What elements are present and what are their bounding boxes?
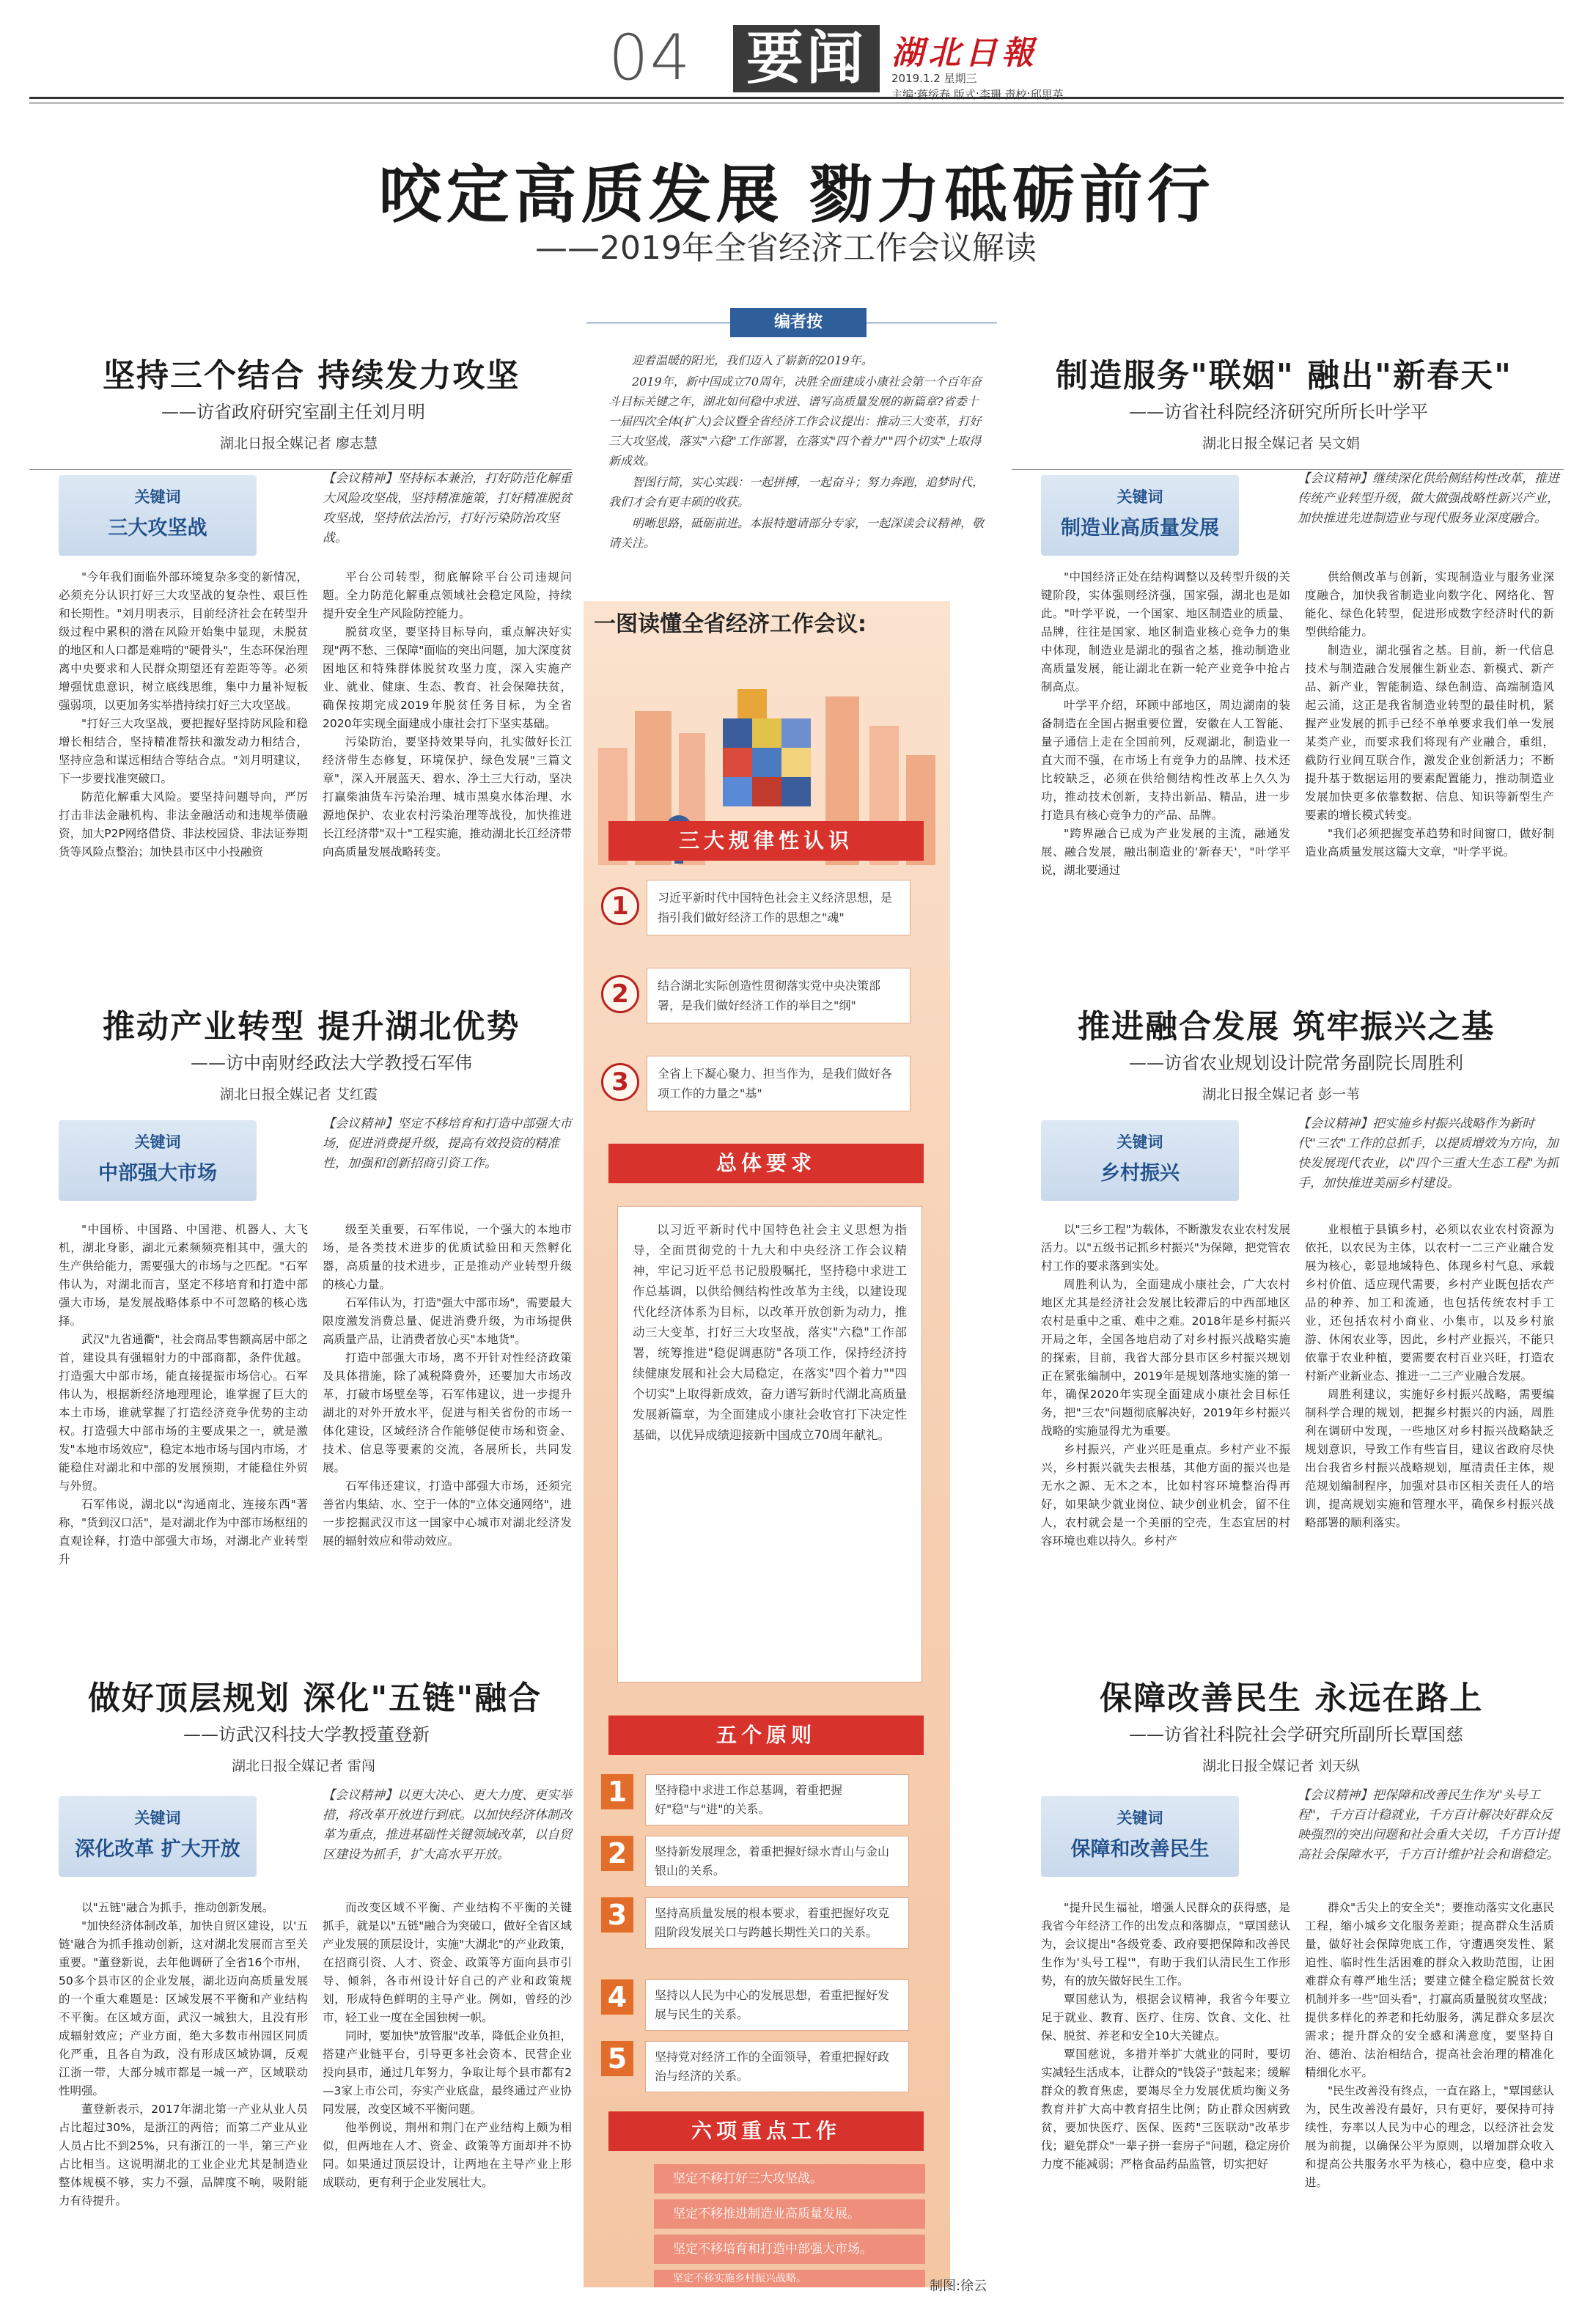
keyword-label: 关键词 — [1116, 1809, 1163, 1827]
article-column — [1041, 568, 1290, 968]
article-column — [59, 1221, 308, 1624]
article-para: 覃国慈认为，根据会议精神，我省今年要立足于就业、教育、医疗、住房、饮食、文化、社保、脱贫、养老和安全10大关键点。 — [1041, 1993, 1290, 2042]
work-item: 坚定不移实施乡村振兴战略。 — [654, 2270, 925, 2287]
infographic-heading: 一图读懂全省经济工作会议: — [594, 611, 867, 637]
page-number: 04 — [608, 21, 692, 95]
article-para: 打造中部强大市场，离不开针对性经济政策及具体措施，除了减税降费外，还要加大市场改革，打破市场壁垒等，石军伟建议，进一步提升湖北的对外开放水平，促进与相关省份的市场一体化建设，区域经济合作能够促使市场和资金、技术、信息等要素的交流，各展所长，共同发展。 — [323, 1351, 572, 1474]
article-column — [1305, 1899, 1554, 2295]
article-para: "中国经济正处在结构调整以及转型升级的关键阶段，实体强则经济强，国家强，湖北也是如此。"叶学平说，一个国家、地区制造业的质量、品牌，往往是国家、地区制造业核心竞争力的集中体现，制造业是湖北的强省之基，推动制造业高质量发展，能让湖北在新一轮产业竞争中抢占制高点。 — [1041, 570, 1290, 694]
meeting-spirit: 【会议精神】继续深化供给侧结构性改革，推进传统产业转型升级，做大做强战略性新兴产业，加快推进先进制造业与现代服务业深度融合。 — [1298, 471, 1559, 526]
editor-note-para: 迎着温暖的阳光，我们迈入了崭新的2019年。 — [632, 353, 873, 367]
keyword-label: 关键词 — [134, 488, 181, 506]
keyword-label: 关键词 — [1116, 488, 1163, 506]
meeting-spirit: 【会议精神】以更大决心、更大力度、更实举措，将改革开放进行到底。以加快经济体制改革为重点，推进基础性关键领域改革，以自贸区建设为抓手，扩大高水平开放。 — [323, 1788, 572, 1862]
newspaper-logo: 湖北日報 — [891, 34, 1038, 72]
editor-note — [608, 350, 990, 554]
principle-number-1: 1 — [601, 1774, 633, 1809]
article-para: 覃国慈说，多措并举扩大就业的同时，要切实减轻生活成本，让群众的"钱袋子"鼓起来；缓解群众的教育焦虑，要竭尽全力发展优质均衡义务教育并扩大高中教育招生比例；防止群众因病致贫，要加快医疗、医保、医药"三医联动"改革步伐；避免群众"一辈子拼一套房子"问题，稳定房价力度不能减弱；严格食品药品监管，切实把好 — [1041, 2048, 1290, 2171]
article-para: 周胜利建议，实施好乡村振兴战略，需要编制科学合理的规划，把握乡村振兴的内涵，周胜利在调研中发现，一些地区对乡村振兴战略缺乏规划意识，导致工作有些盲目，建议省政府尽快出台我省乡村振兴战略规划，厘清责任主体，规范规划编制程序，加强对县市区相关责任人的培训，提高规划实施和管理水平，确保乡村振兴战略部署的顺利落实。 — [1305, 1388, 1554, 1529]
editor-note-para: 2019年，新中国成立70周年，决胜全面建成小康社会第一个百年奋斗目标关键之年，湖北如何稳中求进、谱写高质量发展的新篇章?省委十一届四次全体(扩大)会议暨全省经济工作会议提出：推动三大变革，打好三大攻坚战，落实"六稳"工作部署，在落实"四个着力""四个切实"上取得新成效。 — [608, 375, 982, 468]
article-para: "打好三大攻坚战，要把握好坚持防风险和稳增长相结合，坚持精准帮扶和激发动力相结合，坚持应急和谋远相结合等结合点。"刘月明建议，下一步要找准突破口。 — [59, 717, 308, 785]
overall-requirements: 以习近平新时代中国特色社会主义思想为指导，全面贯彻党的十九大和中央经济工作会议精神，牢记习近平总书记殷殷嘱托，坚持稳中求进工作总基调，以供给侧结构性改革为主线，以建设现代化经济体系为目标，以改革开放创新为动力，推动三大变革，打好三大攻坚战，落实"六稳"工作部署，统筹推进"稳促调惠防"各项工作，保持经济持续健康发展和社会大局稳定，在落实"四个着力""四个切实"上取得新成效，奋力谱写新时代湖北高质量发展新篇章，为全面建成小康社会收官打下决定性基础，以优异成绩迎接新中国成立70周年献礼。 — [617, 1206, 922, 1683]
article-title: 推进融合发展 筑牢振兴之基 — [1078, 1008, 1495, 1045]
keyword-box — [59, 1120, 257, 1201]
article-column — [323, 1221, 572, 1624]
meeting-spirit: 【会议精神】把实施乡村振兴战略作为新时代"三农"工作的总抓手，以提质增效为方向，加快发展现代农业，以"四个三重大生态工程"为抓手，加快推进美丽乡村建设。 — [1298, 1117, 1559, 1191]
law-item: 全省上下凝心聚力、担当作为，是我们做好各项工作的力量之"基" — [647, 1056, 910, 1111]
article-reporter: 湖北日报全媒记者 彭一苇 — [1202, 1086, 1361, 1103]
article-column — [323, 568, 572, 968]
article-para: "加快经济体制改革，加快自贸区建设，以'五链'融合为抓手推动创新，这对湖北发展而言至关重要。"董登新说，去年他调研了全省16个市州，50多个县市区的企业发展，湖北迈向高质量发展的一个重大难题是：区域发展不平衡和产业结构不平衡。在区域方面，武汉一城独大，且没有形成辐射效应；产业方面，绝大多数市州园区同质化严重，且各自为政，没有形成区域协调，反观江浙一带，大部分城市都是一城一产，区域联动性明强。 — [59, 1919, 308, 2097]
keyword-text: 乡村振兴 — [1100, 1162, 1180, 1185]
keyword-text: 三大攻坚战 — [108, 517, 207, 540]
principle-item: 坚持稳中求进工作总基调，着重把握好"稳"与"进"的关系。 — [645, 1774, 909, 1825]
article-para: 董登新表示，2017年湖北第一产业从业人员占比超过30%，是浙江的两倍；而第二产业从业人员占比不到25%，只有浙江的一半，第三产业占比相当。这说明湖北的工业企业尤其是制造业整体规模不够，实力不强，品牌度不响，吸附能力有待提升。 — [59, 2103, 308, 2207]
article-para: 业根植于县镇乡村，必须以农业农村资源为依托，以农民为主体，以农村一二三产业融合发展为核心，彰显地域特色、体现乡村气息、承载乡村价值、适应现代需要，乡村产业既包括农产品的种养、加工和流通，也包括传统农村手工业，还包括农村小商业、小集市，以及乡村旅游、休闲农业等，因此，乡村产业振兴，不能只依靠于农业种植，要需要农村百业兴旺，打造农村新产业新业态、推进一二三产业融合发展。 — [1305, 1223, 1554, 1383]
keyword-text: 深化改革 扩大开放 — [75, 1838, 240, 1861]
article-subtitle: ——访武汉科技大学教授董登新 — [183, 1724, 430, 1745]
article-para: 防范化解重大风险。要坚持问题导向，严厉打击非法金融机构、非法金融活动和违规举债融资，加大P2P网络借贷、非法校园贷、非法证券期货等风险点整治；加快县市区中小投融资 — [59, 790, 308, 858]
page-subtitle: ——2019年全省经济工作会议解读 — [535, 229, 1037, 267]
keyword-text: 制造业高质量发展 — [1061, 517, 1219, 540]
principle-item: 坚持高质量发展的根本要求，着重把握好攻克阻阶段发展关口与跨越长期性关口的关系。 — [645, 1897, 909, 1949]
article-subtitle: ——访中南财经政法大学教授石军伟 — [191, 1053, 472, 1073]
works-ribbon: 六项重点工作 — [608, 2111, 924, 2151]
keyword-label: 关键词 — [134, 1809, 181, 1827]
law-item: 结合湖北实际创造性贯彻落实党中央决策部署，是我们做好经济工作的举目之"纲" — [647, 968, 910, 1023]
article-title: 做好顶层规划 深化"五链"融合 — [88, 1680, 542, 1717]
keyword-box — [1041, 1120, 1239, 1201]
article-column — [1041, 1221, 1290, 1624]
law-number-3: 3 — [601, 1063, 639, 1101]
article-column — [1305, 568, 1554, 968]
article-reporter: 湖北日报全媒记者 廖志慧 — [220, 435, 378, 452]
law-number-2: 2 — [601, 975, 639, 1013]
article-subtitle: ——访省社科院经济研究所所长叶学平 — [1129, 402, 1428, 422]
top-rule — [29, 97, 1564, 99]
article-para: 石军伟还建议，打造中部强大市场，还须完善省内集結、水、空于一体的"立体交通网络"，进一步挖掘武汉市这一国家中心城市对湖北经济发展的辐射效应和带动效应。 — [323, 1479, 572, 1548]
article-para: "中国桥、中国路、中国港、机器人、大飞机，湖北身影，湖北元素频频亮相其中，强大的生产供给能力，需要强大的市场与之匹配。"石军伟认为，对湖北而言，坚定不移培育和打造中部强大市场，是发展战略体系中不可忽略的核心选择。 — [59, 1223, 308, 1328]
article-para: 乡村振兴，产业兴旺是重点。乡村产业不振兴，乡村振兴就失去根基，其他方面的振兴也是无水之源、无木之本，比如村容环境整治得再好，如果缺少就业岗位、缺少创业机会，留不住人，农村就会是一个美丽的空壳，生态宜居的村容环境也难以持久。乡村产 — [1041, 1443, 1290, 1548]
editor-note-para: 明晰思路，砥砺前进。本报特邀请部分专家，一起深读会议精神，敬请关注。 — [608, 516, 985, 550]
article-para: 脱贫攻坚，要坚持目标导向，重点解决好实现"两不愁、三保障"面临的突出问题，加大深度贫困地区和特殊群体脱贫攻坚力度，深入实施产业、就业、健康、生态、教育、社会保障扶贫，确保按期完成2019年脱贫任务目标，为全省2020年实现全面建成小康社会打下坚实基础。 — [323, 625, 572, 730]
article-subtitle: ——访省社科院社会学研究所副所长覃国慈 — [1129, 1724, 1463, 1745]
article-para: 周胜利认为，全面建成小康社会，广大农村地区尤其是经济社会发展比较滞后的中西部地区农村是重中之重、难中之难。2018年是乡村振兴开局之年，全国各地启动了对乡村振兴战略实施的探索，目前，我省大部分县市区乡村振兴规划正在紧张编制中，2019年是规划落地实施的第一年，确保2020年实现全面建成小康社会目标任务，把"三农"问题彻底解决好，2019年乡村振兴战略的实施显得尤为重要。 — [1041, 1278, 1290, 1438]
laws-ribbon: 三大规律性认识 — [608, 821, 924, 861]
graphic-credit: 制图:徐云 — [930, 2279, 987, 2294]
article-title: 坚持三个结合 持续发力攻坚 — [103, 357, 520, 394]
article-reporter: 湖北日报全媒记者 艾红霞 — [220, 1086, 378, 1103]
editor-credits: 主编:蒋绥春 版式:李珊 责校:邱思英 — [891, 88, 1064, 101]
article-para: 制造业，湖北强省之基。目前，新一代信息技术与制造融合发展催生新业态、新模式、新产品、新产业，智能制造、绿色制造、高端制造风起云涌，这正是我省制造业转型的最佳时机，紧握产业发展的抓手已经不单单要求我们单一发展某类产业，而要求我们将现有产业融合，重组，截防行业间互联合作，激发企业创新活力；不断提升基于数据运用的要素配置能力，推动制造业发展加快更多依靠数据、信息、知识等新型生产要素的增长模式转变。 — [1305, 644, 1554, 822]
article-para: "跨界融合已成为产业发展的主流，融通发展、融合发展，融出制造业的'新春天'，"叶学平说，湖北要通过 — [1041, 827, 1290, 877]
law-number-1: 1 — [601, 887, 639, 925]
law-item: 习近平新时代中国特色社会主义经济思想，是指引我们做好经济工作的思想之"魂" — [647, 880, 910, 935]
article-para: "今年我们面临外部环境复杂多变的新情况，必须充分认识打好三大攻坚战的复杂性、艰巨性和长期性。"刘月明表示，目前经济社会在转型升级过程中累积的潜在风险开始集中显现，未脱贫的地区和人口都是难啃的"硬骨头"，生态环保治理离中央要求和人民群众期望还有差距等等。必须增强忧患意识，树立底线思维，集中力量补短板强弱项，以更加务实举措持续打好三大攻坚战。 — [59, 570, 308, 712]
article-para: 武汉"九省通衢"，社会商品零售额高居中部之首，建设具有强辐射力的中部商都，条件优越。打造强大中部市场，能直接提振市场信心。石军伟认为，根据新经济地理理论，谁掌握了巨大的本土市场，谁就掌握了打造经济竞争优势的主动权。打造强大中部市场的主要成果之一，就是激发"本地市场效应"，稳定本地市场与国内市场，才能稳住对湖北和中部的发展预期，才能稳住外贸与外贸。 — [59, 1333, 308, 1493]
editor-note-tag: 编者按 — [730, 308, 867, 337]
principle-item: 坚持党对经济工作的全面领导，着重把握好政治与经济的关系。 — [645, 2041, 909, 2092]
keyword-label: 关键词 — [134, 1133, 181, 1151]
principle-number-2: 2 — [601, 1836, 633, 1871]
keyword-box — [1041, 475, 1239, 556]
article-column — [1041, 1899, 1290, 2295]
article-para: "提升民生福祉，增强人民群众的获得感，是我省今年经济工作的出发点和落脚点，"覃国慈认为，会议提出"各级党委、政府要把保障和改善民生作为'头号工程'"，有助于我们认清民生工作形势，有的放矢做好民生工作。 — [1041, 1901, 1290, 1987]
principles-ribbon: 五个原则 — [608, 1716, 924, 1755]
article-column — [323, 1899, 572, 2295]
principle-number-3: 3 — [601, 1897, 633, 1933]
principle-number-5: 5 — [601, 2041, 633, 2076]
keyword-text: 保障和改善民生 — [1070, 1838, 1210, 1861]
article-para: 级至关重要，石军伟说，一个强大的本地市场，是各类技术进步的优质试验田和天然孵化器，高质量的技术进步，正是推动产业转型升级的核心力量。 — [323, 1223, 572, 1291]
article-para: 叶学平介绍，环顾中部地区，周边湖南的装备制造在全国占据重要位置，安徽在人工智能、量子通信上走在全国前列，反观湖北，制造业一直大而不强，在市场上有竞争力的品牌、技术还比较缺乏，必须在供给侧结构性改革上久久为功，推动技术创新，支持出新品、精品，进一步打造具有核心竞争力的产品、品牌。 — [1041, 699, 1290, 822]
article-para: 平台公司转型，彻底解除平台公司违规问题。全力防范化解重点领域社会稳定风险，持续提升安全生产风险防控能力。 — [323, 570, 572, 620]
article-para: "民生改善没有终点，一直在路上，"覃国慈认为，民生改善没有最好，只有更好，要保持可持续性，夯率以人民为中心的理念，以经济社会发展为前提，以确保公平为原则，以增加群众收入和提高公共服务水平为核心，稳中应变，稳中求进。 — [1305, 2084, 1554, 2189]
principle-item: 坚持新发展理念，着重把握好绿水青山与金山银山的关系。 — [645, 1836, 909, 1887]
meeting-spirit: 【会议精神】坚持标本兼治，打好防范化解重大风险攻坚战，坚持精准施策，打好精准脱贫攻坚战，坚持依法治污，打好污染防治攻坚战。 — [323, 471, 572, 545]
article-subtitle: ——访省政府研究室副主任刘月明 — [161, 402, 425, 422]
article-reporter: 湖北日报全媒记者 刘天纵 — [1202, 1758, 1361, 1774]
article-column — [59, 1899, 308, 2295]
article-column — [1305, 1221, 1554, 1624]
article-para: 以"五链"融合为抓手，推动创新发展。 — [81, 1901, 274, 1914]
article-para: 他举例说，荆州和荆门在产业结构上颇为相似，但两地在人才、资金、政策等方面却并不协同。如果通过顶层设计，让两地在主导产业上形成联动，更有利于企业发展壮大。 — [323, 2121, 572, 2189]
article-reporter: 湖北日报全媒记者 吴文娟 — [1202, 435, 1361, 452]
work-item: 坚定不移打好三大攻坚战。 — [654, 2164, 925, 2194]
keyword-text: 中部强大市场 — [98, 1162, 217, 1185]
meeting-spirit: 【会议精神】坚定不移培育和打造中部强大市场，促进消费提升级，提高有效投资的精准性，加强和创新招商引资工作。 — [323, 1117, 572, 1171]
keyword-label: 关键词 — [1116, 1133, 1163, 1151]
principle-number-4: 4 — [601, 1979, 633, 2015]
article-para: "我们必须把握变革趋势和时间窗口，做好制造业高质量发展这篇大文章，"叶学平说。 — [1305, 827, 1554, 858]
requirements-ribbon: 总体要求 — [608, 1144, 924, 1183]
page-title: 咬定高质发展 勠力砥砺前行 — [378, 158, 1215, 232]
article-para: 石军伟说，湖北以"沟通南北、连接东西"著称，"货到汉口活"，是对湖北作为中部市场枢纽的直观诠释，打造中部强大市场，对湖北产业转型升 — [59, 1498, 308, 1566]
meeting-spirit: 【会议精神】把保障和改善民生作为"头号工程"，千方百计稳就业，千方百计解决好群众反映强烈的突出问题和社会重大关切，千方百计提高社会保障水平，千方百计维护社会和谐稳定。 — [1298, 1788, 1559, 1862]
work-item: 坚定不移推进制造业高质量发展。 — [654, 2199, 925, 2229]
principle-item: 坚持以人民为中心的发展思想，着重把握好发展与民生的关系。 — [645, 1979, 909, 2031]
article-subtitle: ——访省农业规划设计院常务副院长周胜利 — [1129, 1053, 1463, 1073]
article-column — [59, 568, 308, 968]
article-para: 污染防治，要坚持效果导向，扎实做好长江经济带生态修复，环境保护、绿色发展"三篇文章"，深入开展蓝天、碧水、净土三大行动，坚决打赢柴油货车污染治理、城市黑臭水体治理、水源地保护、农业农村污染治理等战役，加快推进长江经济带"双十"工程实施，推动湖北长江经济带向高质量发展战略转变。 — [323, 735, 572, 858]
issue-date: 2019.1.2 星期三 — [891, 72, 977, 85]
article-para: 以"三乡工程"为载体，不断激发农业农村发展活力。以"五级书记抓乡村振兴"为保障，把党管农村工作的要求落到实处。 — [1041, 1223, 1290, 1273]
article-title: 保障改善民生 永远在路上 — [1100, 1680, 1484, 1717]
keyword-box — [1041, 1796, 1239, 1877]
article-para: 群众"舌尖上的安全关"；要推动落实文化惠民工程，缩小城乡文化服务差距；提高群众生活质量，做好社会保障兜底工作，守遭遇突发性、紧迫性、临时性生活困难的群众入救助范围，让困难群众有尊严地生活；要建立健全稳定脱贫长效机制并多一些"回头看"，打赢高质量脱贫攻坚战；提供多样化的养老和托幼服务，满足群众多层次需求；提升群众的安全感和满意度，要坚持自治、德治、法治相结合，提高社会治理的精准化精细化水平。 — [1305, 1901, 1554, 2079]
section-label: 要闻 — [733, 25, 880, 92]
article-para: 供给侧改革与创新，实现制造业与服务业深度融合，加快我省制造业向数字化、网络化、智能化、绿色化转型，促进形成数字经济时代的新型供给能力。 — [1305, 570, 1554, 639]
work-item: 坚定不移培育和打造中部强大市场。 — [654, 2235, 925, 2264]
article-para: 同时，要加快"放管服"改革，降低企业负担，搭建产业链平台，引导更多社会资本、民营企业投向县市，通过几年努力，争取让每个县市都有2—3家上市公司，夯实产业底盘，最终通过产业协同发展，改变区域不平衡问题。 — [323, 2029, 572, 2116]
article-para: 石军伟认为，打造"强大中部市场"，需要最大限度激发消费总量、促进消费升级，为市场提供高质量产品，让消费者放心买"本地货"。 — [323, 1296, 572, 1346]
keyword-box — [59, 475, 257, 556]
article-title: 推动产业转型 提升湖北优势 — [103, 1008, 520, 1045]
keyword-box — [59, 1796, 257, 1877]
editor-note-para: 智图行简，实心实践：一起拼搏，一起奋斗；努力奔跑，追梦时代，我们才会有更丰硕的收获。 — [608, 475, 985, 509]
article-reporter: 湖北日报全媒记者 雷闯 — [232, 1758, 376, 1774]
article-para: 而改变区域不平衡、产业结构不平衡的关键抓手，就是以"五链"融合为突破口，做好全省区域产业发展的顶层设计，实施"大湖北"的产业政策，在招商引资、人才、资金、政策等方面向县市引导、倾斜，各市州设计好自己的产业和政策规划，形成特色鲜明的主导产业。例如，曾经的沙市，轻工业一度在全国独树一帜。 — [323, 1901, 572, 2024]
article-title: 制造服务"联姻" 融出"新春天" — [1056, 357, 1513, 394]
